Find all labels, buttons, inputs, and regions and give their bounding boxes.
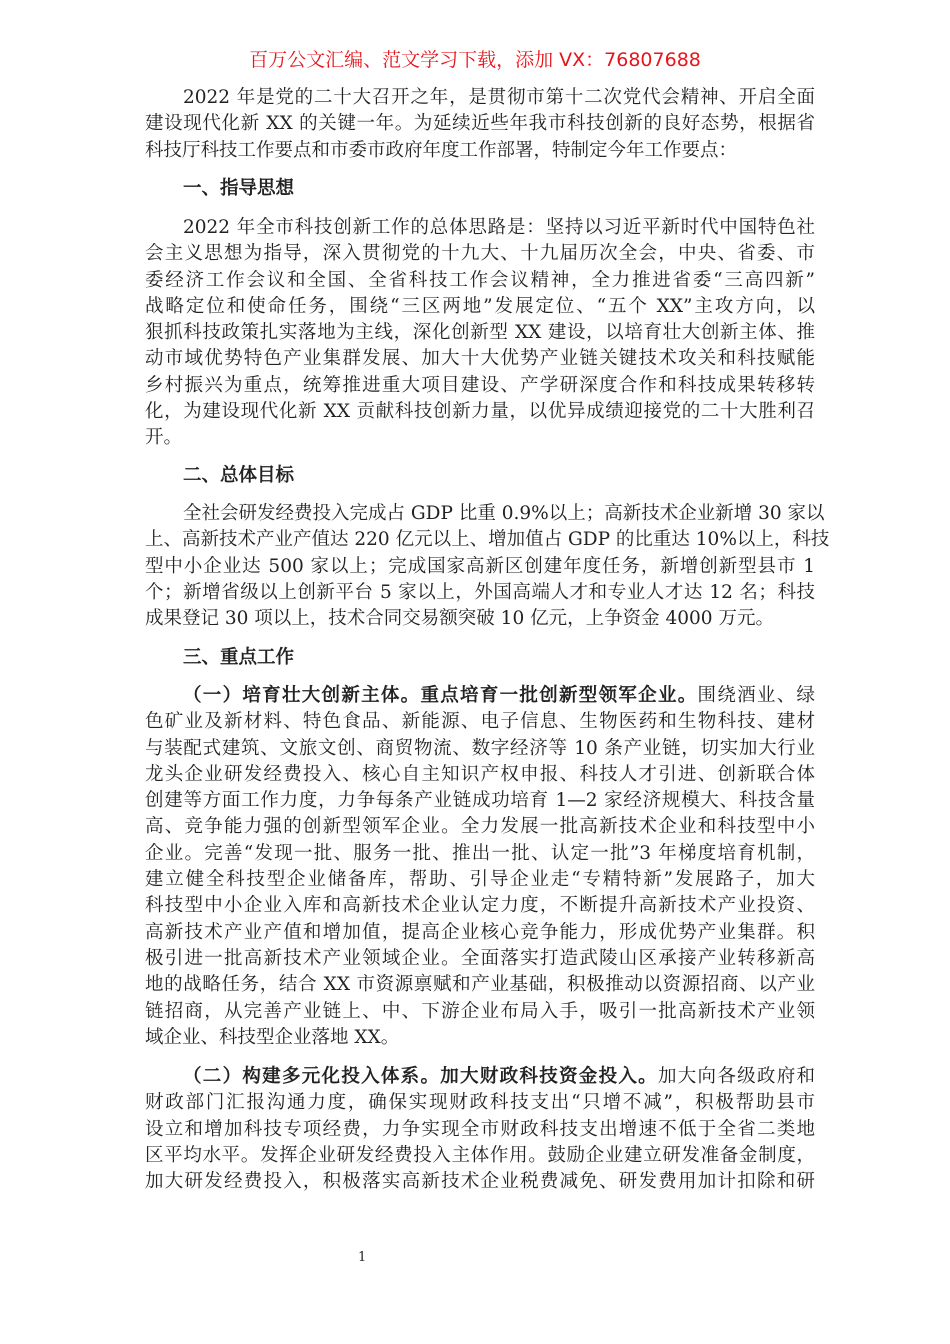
text-line xyxy=(145,814,815,840)
text-line xyxy=(145,683,815,709)
line-text: 狠抓科技政策扎实落地为主线，深化创新型 XX 建设，以培育壮大创新主体、推 xyxy=(145,322,815,344)
line-text: 成果登记 30 项以上，技术合同交易额突破 10 亿元，上争资金 4000 万元。 xyxy=(145,608,774,630)
line-text: 科技厅科技工作要点和市委市政府年度工作部署，特制定今年工作要点： xyxy=(145,139,738,161)
text-line xyxy=(145,972,815,998)
watermark-header: 百万公文汇编、范文学习下载，添加 VX：76807688 xyxy=(249,49,701,71)
line-text: 域企业、科技型企业落地 XX。 xyxy=(145,1026,400,1048)
paragraph-intro xyxy=(145,85,815,164)
text-line xyxy=(145,241,815,267)
paragraph-guiding-ideology xyxy=(145,215,815,452)
text-line xyxy=(145,1169,815,1195)
text-line xyxy=(145,709,815,735)
line-text: 创建等方面工作力度，力争每条产业链成功培育 1—2 家经济规模大、科技含量 xyxy=(145,790,815,812)
line-text: 会主义思想为指导，深入贯彻党的十九大、十九届历次全会，中央、省委、市 xyxy=(145,243,815,265)
line-text: 2022 年全市科技创新工作的总体思路是：坚持以习近平新时代中国特色社 xyxy=(183,217,815,238)
paragraph-key-work-2 xyxy=(145,1064,815,1195)
line-text: 极引进一批高新技术产业领域企业。全面落实打造武陵山区承接产业转移新高 xyxy=(145,947,815,969)
text-line xyxy=(145,736,815,762)
line-text: 建设现代化新 XX 的关键一年。为延续近些年我市科技创新的良好态势，根据省 xyxy=(145,113,815,135)
line-text: 2022 年是党的二十大召开之年，是贯彻市第十二次党代会精神、开启全面 xyxy=(183,87,815,108)
line-text: 龙头企业研发经费投入、核心自主知识产权申报、科技人才引进、创新联合体 xyxy=(145,763,815,785)
text-line xyxy=(145,841,815,867)
line-text: 委经济工作会议和全国、全省科技工作会议精神，全力推进省委“三高四新” xyxy=(145,269,815,291)
text-line xyxy=(145,788,815,814)
text-line xyxy=(145,294,815,320)
heading-guiding-ideology: 一、指导思想 xyxy=(183,178,295,199)
line-text: 与装配式建筑、文旅文创、商贸物流、数字经济等 10 条产业链，切实加大行业 xyxy=(145,737,815,759)
text-line xyxy=(145,920,815,946)
line-text: 地的战略任务，结合 XX 市资源禀赋和产业基础，积极推动以资源招商、以产业 xyxy=(145,974,815,996)
text-line xyxy=(145,268,815,294)
text-line xyxy=(145,527,830,553)
line-text: 全社会研发经费投入完成占 GDP 比重 0.9%以上；高新技术企业新增 30 家以 xyxy=(183,503,825,524)
heading-overall-goals: 二、总体目标 xyxy=(183,465,295,486)
line-text: 型中小企业达 500 家以上；完成国家高新区创建年度任务，新增创新型县市 1 xyxy=(145,555,815,577)
text-line xyxy=(145,425,815,451)
text-line xyxy=(145,554,815,580)
line-text: 化，为建设现代化新 XX 贡献科技创新力量，以优异成绩迎接党的二十大胜利召 xyxy=(145,401,815,423)
line-text: 加大研发经费投入，积极落实高新技术企业税费减免、研发费用加计扣除和研 xyxy=(145,1171,815,1193)
text-line xyxy=(145,1117,815,1143)
line-text: 企业。完善“发现一批、服务一批、推出一批、认定一批”3 年梯度培育机制， xyxy=(145,842,815,864)
heading-key-work: 三、重点工作 xyxy=(183,647,295,668)
line-text: 设立和增加科技专项经费，力争实现全市财政科技支出增速不低于全省二类地 xyxy=(145,1118,815,1140)
text-line xyxy=(145,346,815,372)
paragraph-overall-goals xyxy=(145,501,830,632)
text-line xyxy=(145,762,815,788)
text-line xyxy=(145,999,815,1025)
text-line xyxy=(145,1143,815,1169)
text-line xyxy=(145,501,825,527)
text-line xyxy=(145,1090,815,1116)
text-line xyxy=(145,399,815,425)
bold-lead-text: （一）培育壮大创新主体。重点培育一批创新型领军企业。 xyxy=(183,685,698,706)
line-text: 高、竞争能力强的创新型领军企业。全力发展一批高新技术企业和科技型中小 xyxy=(145,816,815,838)
line-text: 加大向各级政府和 xyxy=(657,1066,815,1087)
text-line xyxy=(145,111,815,137)
line-text: 科技型中小企业入库和高新技术企业认定力度，不断提升高新技术产业投资、 xyxy=(145,895,815,917)
text-line xyxy=(145,215,815,241)
text-line xyxy=(145,867,815,893)
line-text: 高新技术产业产值和增加值，提高企业核心竞争能力，形成优势产业集群。积 xyxy=(145,921,815,943)
text-line xyxy=(145,373,815,399)
bold-lead-text: （二）构建多元化投入体系。加大财政科技资金投入。 xyxy=(183,1066,658,1087)
text-line xyxy=(145,1025,815,1051)
line-text: 开。 xyxy=(145,427,183,449)
text-line xyxy=(145,946,815,972)
text-line xyxy=(145,580,815,606)
line-text: 色矿业及新材料、特色食品、新能源、电子信息、生物医药和生物科技、建材 xyxy=(145,711,815,733)
text-line xyxy=(145,320,815,346)
line-text: 链招商，从完善产业链上、中、下游企业布局入手，吸引一批高新技术产业领 xyxy=(145,1000,815,1022)
line-text: 建立健全科技型企业储备库，帮助、引导企业走“专精特新”发展路子，加大 xyxy=(145,869,815,891)
text-line xyxy=(145,606,815,632)
line-text: 上、高新技术产业产值达 220 亿元以上、增加值占 GDP 的比重达 10%以上，科技 xyxy=(145,529,830,551)
page-number: 1 xyxy=(358,1250,367,1265)
line-text: 财政部门汇报沟通力度，确保实现财政科技支出“只增不减”，积极帮助县市 xyxy=(145,1092,815,1114)
line-text: 区平均水平。发挥企业研发经费投入主体作用。鼓励企业建立研发准备金制度， xyxy=(145,1144,815,1166)
line-text: 乡村振兴为重点，统筹推进重大项目建设、产学研深度合作和科技成果转移转 xyxy=(145,374,815,396)
line-text: 战略定位和使命任务，围绕“三区两地”发展定位、“五个 XX”主攻方向，以 xyxy=(145,295,815,317)
line-text: 动市域优势特色产业集群发展、加大十大优势产业链关键技术攻关和科技赋能 xyxy=(145,348,815,370)
text-line xyxy=(145,138,815,164)
text-line xyxy=(145,893,815,919)
paragraph-key-work-1 xyxy=(145,683,815,1051)
text-line xyxy=(145,1064,815,1090)
text-line xyxy=(145,85,815,111)
line-text: 围绕酒业、绿 xyxy=(697,685,815,706)
line-text: 个；新增省级以上创新平台 5 家以上，外国高端人才和专业人才达 12 名；科技 xyxy=(145,581,815,603)
